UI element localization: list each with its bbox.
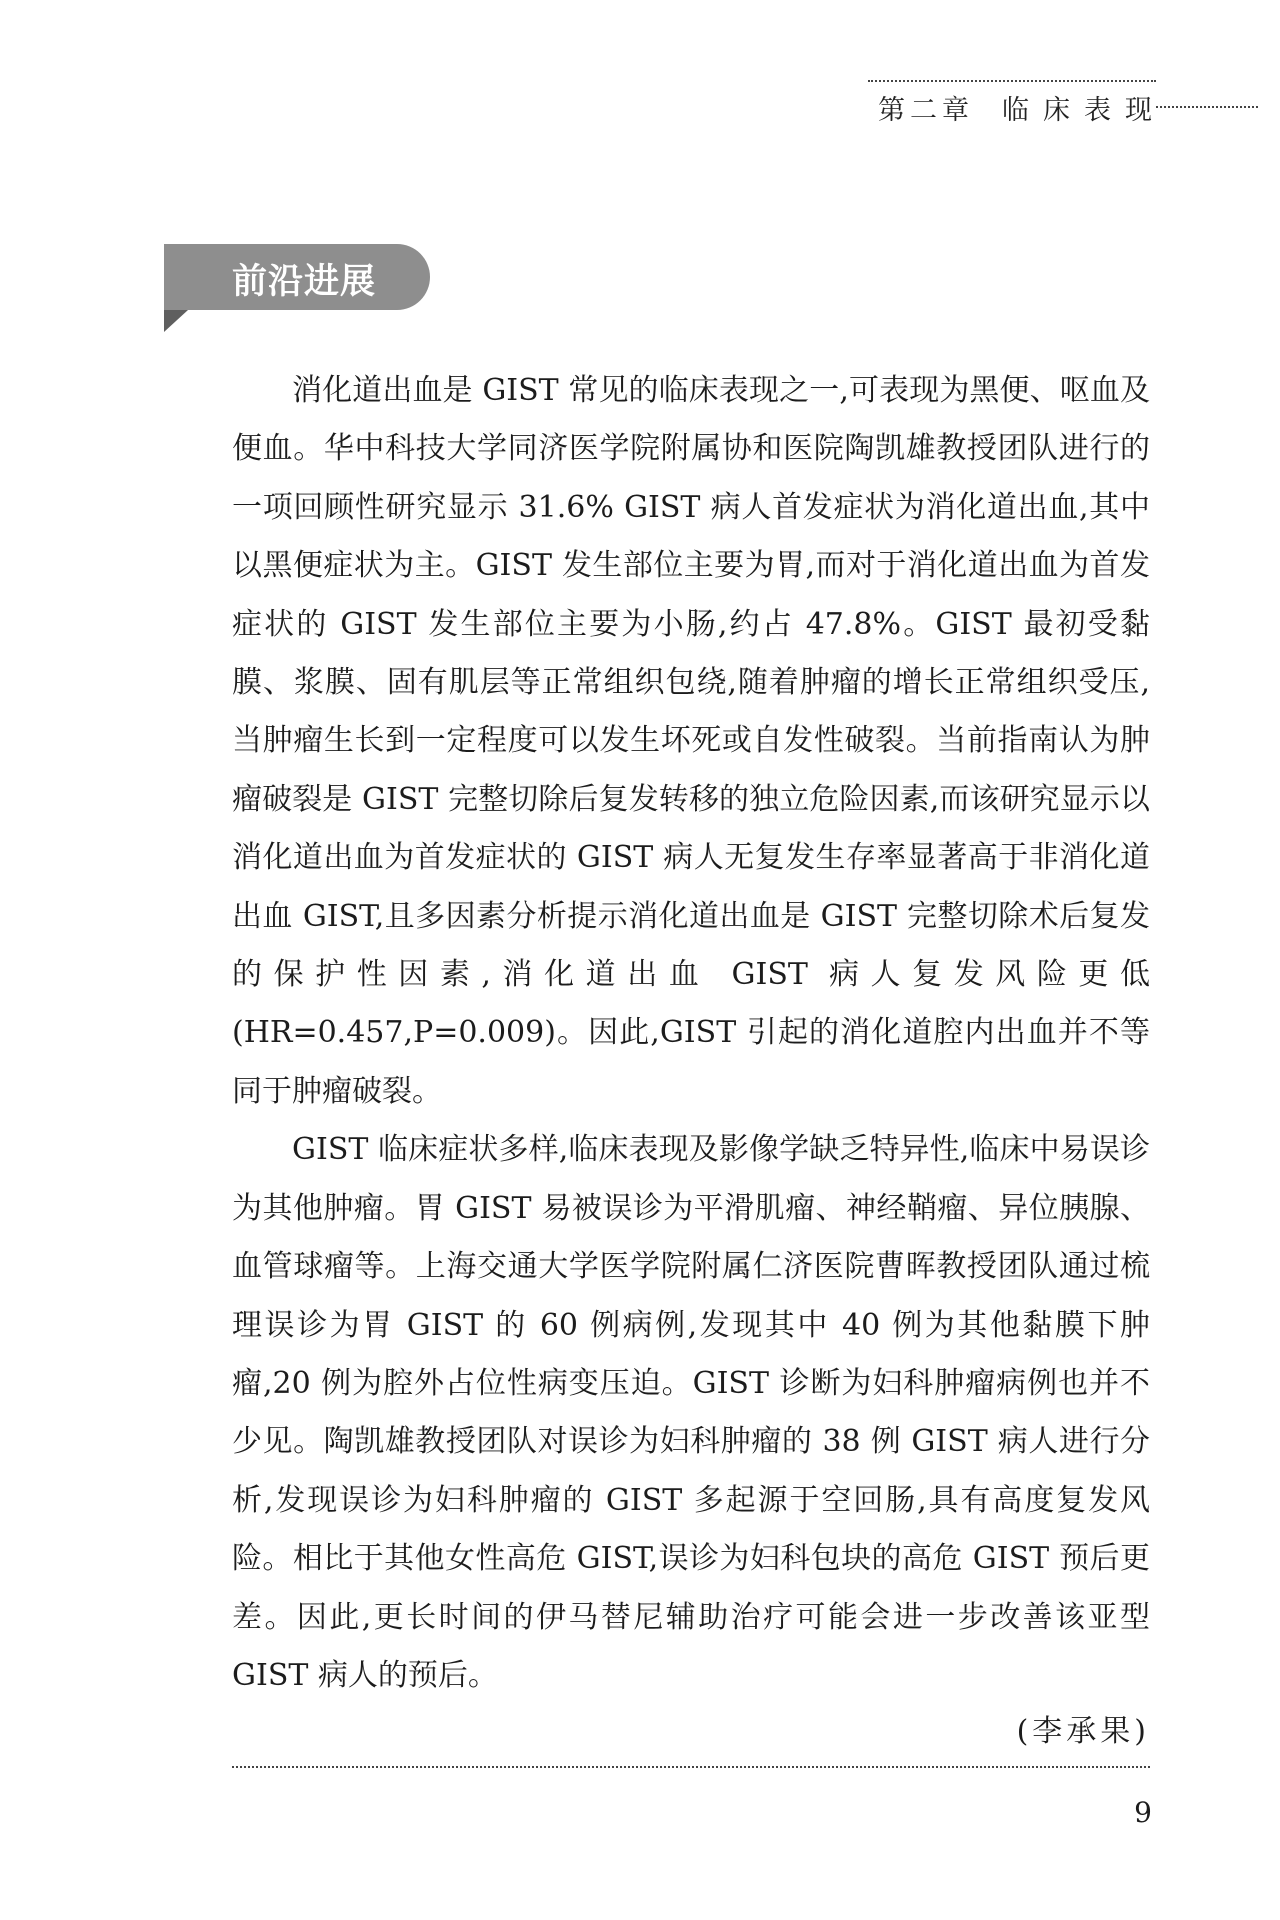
footer-rule [232, 1766, 1150, 1768]
paragraph: GIST 临床症状多样,临床表现及影像学缺乏特异性,临床中易误诊为其他肿瘤。胃 GIST 易被误诊为平滑肌瘤、神经鞘瘤、异位胰腺、血管球瘤等。上海交通大学医学院附属仁济医院曹晖教授团队通过梳理误诊为胃 GIST 的 60 例病例,发现其中 40 例为其他黏膜下肿瘤,20 例为腔外占位性病变压迫。GIST 诊断为妇科肿瘤病例也并不少见。陶凯雄教授团队对误诊为妇科肿瘤的 38 例 GIST 病人进行分析,发现误诊为妇科肿瘤的 GIST 多起源于空回肠,具有高度复发风险。相比于其他女性高危 GIST,误诊为妇科包块的高危 GIST 预后更差。因此,更长时间的伊马替尼辅助治疗可能会进一步改善该亚型 GIST 病人的预后。 [232, 1132, 1150, 1693]
chapter-label: 第二章 [878, 95, 974, 126]
section-heading: 前沿进展 [232, 262, 377, 302]
body-text [232, 362, 1150, 1705]
section-tab-fold [164, 310, 188, 332]
header-rule-top [868, 80, 1156, 82]
page-number: 9 [1134, 1796, 1152, 1829]
section-label: 临床表现 [1002, 95, 1166, 126]
running-header [878, 88, 1166, 127]
author-attribution: (李承果) [1016, 1714, 1150, 1749]
paragraph: 消化道出血是 GIST 常见的临床表现之一,可表现为黑便、呕血及便血。华中科技大学同济医学院附属协和医院陶凯雄教授团队进行的一项回顾性研究显示 31.6% GIST 病人首发症状为消化道出血,其中以黑便症状为主。GIST 发生部位主要为胃,而对于消化道出血为首发症状的 GIST 发生部位主要为小肠,约占 47.8%。GIST 最初受黏膜、浆膜、固有肌层等正常组织包绕,随着肿瘤的增长正常组织受压,当肿瘤生长到一定程度可以发生坏死或自发性破裂。当前指南认为肿瘤破裂是 GIST 完整切除后复发转移的独立危险因素,而该研究显示以消化道出血为首发症状的 GIST 病人无复发生存率显著高于非消化道出血 GIST,且多因素分析提示消化道出血是 GIST 完整切除术后复发的保护性因素,消化道出血 GIST 病人复发风险更低(HR=0.457,P=0.009)。因此,GIST 引起的消化道腔内出血并不等同于肿瘤破裂。 [232, 373, 1150, 1109]
header-rule-right [1156, 106, 1258, 108]
